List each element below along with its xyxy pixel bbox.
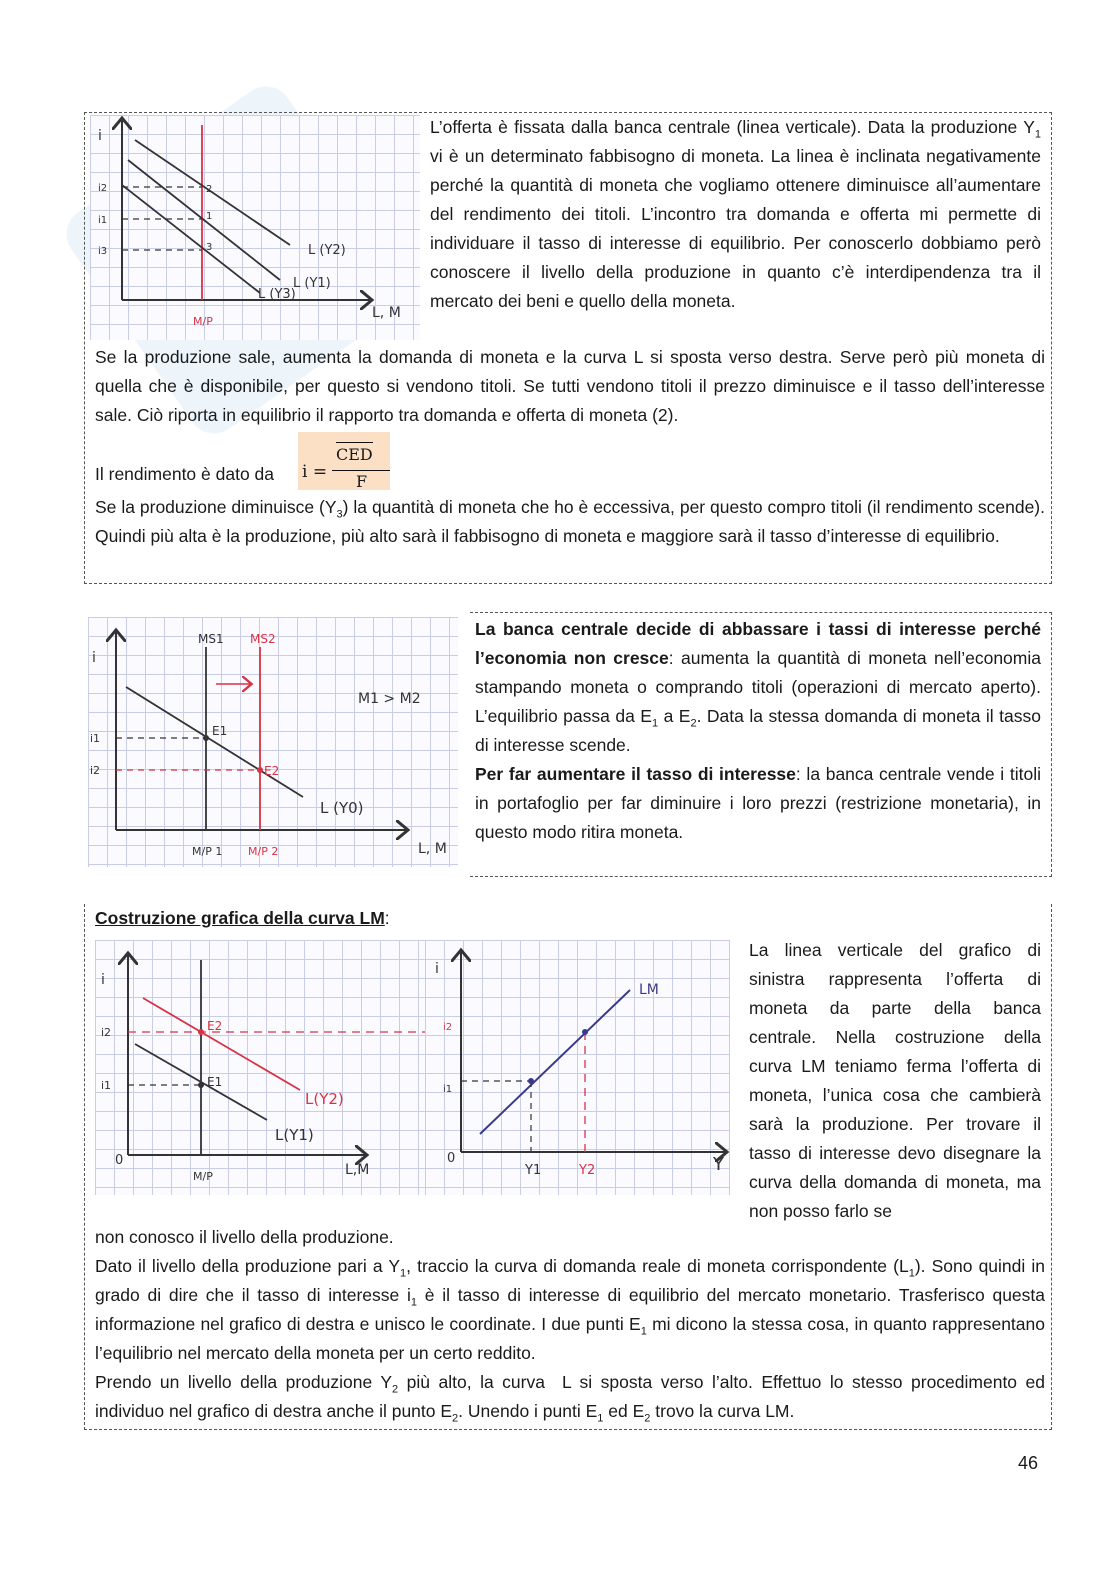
page-number: 46: [1018, 1453, 1039, 1473]
y-axis-label: i: [435, 961, 439, 977]
section2-text: La banca centrale decide di abbassare i tassi di interesse perché l’economia non cresce: aumenta la quantità di moneta nell’economia stampando moneta o comprando titoli (operazioni di mercato aperto). L’equilibrio passa da $E_1$ a $E_2$. Data la stessa domanda di moneta il tasso di interesse scende. Per far aumentare il tasso di interesse: la banca centrale vende i titoli in portafoglio per far diminuire i loro prezzi (restrizione monetaria), in questo modo ritira moneta.: [475, 619, 1041, 842]
curve-l-y1-label: L(Y1): [275, 1126, 314, 1144]
section3-para3: Prendo un livello della produzione $Y_2$ più alto, la curva L si sposta verso l’alto. Effettuo lo stesso procedimento ed individuo nel grafico di destra anche il punto $E_2$. Unendo i punti $E_1$ ed $E_2$ trovo la curva LM.: [95, 1372, 1045, 1425]
formula-denominator: F: [356, 472, 368, 491]
curve-l-y0-label: L (Y0): [320, 799, 364, 817]
point-2: 2: [206, 184, 213, 195]
curve-l-y3-label: L (Y3): [258, 287, 296, 302]
x-axis-label: L, M: [418, 841, 447, 857]
y2-label: Y2: [579, 1163, 596, 1178]
i1-label: i1: [101, 1079, 112, 1092]
lm-curve: [480, 990, 630, 1134]
curve-l-y1: [128, 160, 280, 280]
ms2-label: MS2: [250, 632, 276, 646]
e1-label: E1: [212, 724, 228, 738]
y1-label: Y1: [525, 1163, 542, 1178]
formula-label: Il rendimento è dato da: [95, 464, 275, 484]
x-axis-label: L, M: [372, 305, 401, 321]
section1-graph-drawing: [90, 115, 420, 340]
curve-l-y2-label: L (Y2): [308, 243, 346, 258]
curve-l-y3: [122, 185, 260, 293]
x-axis-label: L,M: [345, 1162, 370, 1178]
y-axis-label: i: [101, 972, 105, 988]
supply-label: M/P: [193, 1170, 213, 1183]
point-1: 1: [206, 211, 213, 222]
formula-box: [298, 432, 390, 490]
section3-graph-right-drawing: [425, 940, 730, 1195]
curve-l-y0: [126, 687, 303, 797]
e2-label: E2: [207, 1019, 223, 1033]
section3-para2: Dato il livello della produzione pari a $Y_1$, traccio la curva di domanda reale di moneta corrispondente $(L_1)$. Sono quindi in grado di dire che il tasso di interesse $i_1$ è il tasso di interesse di equilibrio del mercato monetario. Trasferisco questa informazione nel grafico di destra e unisco le coordinate. I due punti $E_1$ mi dicono la stessa cosa, in quanto rappresentano l’equilibrio nel mercato della moneta per un certo reddito.: [95, 1256, 1045, 1363]
section3-graph-left-drawing: [95, 940, 425, 1195]
section1-para2: Se la produzione sale, aumenta la domanda di moneta e la curva L si sposta verso destra. Serve però più moneta di quella che è disponibile, per questo si vendono titoli. Se tutti vendono titoli il prezzo diminuisce e il tasso dell’interesse sale. Ciò riporta in equilibrio il rapporto tra domanda e offerta di moneta (2).: [95, 347, 1045, 425]
y-axis-label: i: [92, 650, 96, 666]
supply-label: M/P: [193, 315, 213, 328]
e1-label: E1: [207, 1075, 223, 1089]
section3-side-text: La linea verticale del grafico di sinistra rappresenta l’offerta di moneta da parte della banca centrale. Nella costruzione della curva LM teniamo ferma l’offerta di moneta, l’unica cosa che cambierà sarà la produzione. Per trovare il tasso di interesse devo disegnare la curva della domanda di moneta, ma non posso farlo se: [749, 940, 1041, 1221]
section2-graph-drawing: [88, 617, 458, 867]
i1-label: i1: [90, 732, 101, 745]
point-3: 3: [206, 242, 213, 253]
origin-label: 0: [115, 1153, 124, 1168]
curve-l-y2-label: L(Y2): [305, 1090, 344, 1108]
supply1-label: M/P 1: [192, 845, 223, 858]
section1-para3: Se la produzione diminuisce $(Y_3)$ la quantità di moneta che ho è eccessiva, per questo compro titoli (il rendimento scende). Quindi più alta è la produzione, più alto sarà il fabbisogno di moneta e maggiore sarà il tasso d’interesse di equilibrio.: [95, 497, 1045, 546]
lm-label: LM: [639, 982, 659, 998]
section3-para1: non conosco il livello della produzione.: [95, 1227, 394, 1247]
curve-l-y1-label: L (Y1): [293, 276, 331, 291]
formula-lhs: i =: [302, 462, 328, 482]
section1-intro: L’offerta è fissata dalla banca centrale (linea verticale). Data la produzione $Y_1$ vi è un determinato fabbisogno di moneta. La linea è inclinata negativamente perché la quantità di moneta che vogliamo ottenere diminuisce all’aumentare del rendimento dei titoli. L’incontro tra domanda e offerta mi permette di individuare il tasso di interesse di equilibrio. Per conoscerlo dobbiamo però conoscere il livello della produzione in quanto c’è interdipendenza tra il mercato dei beni e quello della moneta.: [430, 117, 1041, 311]
i2-label: i2: [98, 183, 108, 194]
e2-label: E2: [264, 764, 280, 778]
i3-label: i3: [98, 246, 108, 257]
curve-l-y2: [135, 140, 290, 245]
i1-label: i1: [443, 1084, 453, 1095]
supply2-label: M/P 2: [248, 845, 279, 858]
i1-label: i1: [98, 215, 108, 226]
y-axis-label: i: [98, 128, 102, 144]
m1-gt-m2-note: M1 > M2: [358, 691, 421, 707]
ms1-label: MS1: [198, 632, 224, 646]
section3-title: Costruzione grafica della curva LM:: [95, 908, 390, 928]
i2-label: i2: [90, 764, 101, 777]
i2-label: i2: [101, 1026, 112, 1039]
formula-numerator: CED: [336, 442, 373, 464]
x-axis-label: Y: [713, 1154, 724, 1175]
i2-label: i2: [443, 1022, 453, 1033]
origin-label: 0: [447, 1151, 456, 1166]
